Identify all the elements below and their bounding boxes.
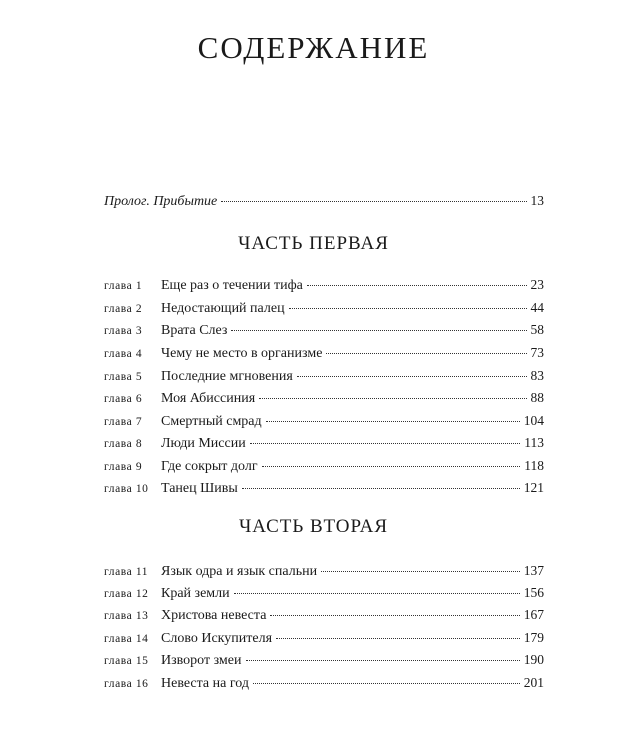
- chapter-title: Чему не место в организме: [161, 346, 323, 361]
- chapter-page-number: 113: [524, 435, 544, 450]
- chapter-page-number: 179: [523, 630, 544, 645]
- dot-leader: [242, 488, 520, 489]
- chapter-label: глава 5: [104, 371, 143, 383]
- chapter-title: Последние мгновения: [161, 369, 293, 384]
- dot-leader: [270, 615, 519, 616]
- chapter-title: Люди Миссии: [161, 436, 246, 451]
- toc-entry-chapter-9[interactable]: [104, 456, 544, 476]
- chapter-title: Моя Абиссиния: [161, 391, 256, 406]
- dot-leader: [266, 421, 520, 422]
- chapter-label: глава 10: [104, 483, 149, 495]
- dot-leader: [297, 376, 527, 377]
- dot-leader: [250, 443, 521, 444]
- prologue-page-number: 13: [530, 193, 544, 208]
- toc-entry-chapter-14[interactable]: [104, 628, 544, 648]
- dot-leader: [234, 593, 520, 594]
- toc-entry-chapter-5[interactable]: [104, 366, 544, 386]
- toc-entry-chapter-1[interactable]: [104, 275, 544, 295]
- chapter-label: глава 11: [104, 566, 149, 578]
- chapter-page-number: 201: [523, 675, 544, 690]
- chapter-title: Еще раз о течении тифа: [161, 278, 303, 293]
- chapter-title: Край земли: [161, 586, 230, 601]
- chapter-page-number: 44: [530, 300, 544, 315]
- chapter-label: глава 16: [104, 678, 149, 690]
- chapter-label: глава 3: [104, 325, 143, 337]
- chapter-page-number: 118: [524, 458, 544, 473]
- toc-entry-chapter-12[interactable]: [104, 583, 544, 603]
- dot-leader: [246, 660, 520, 661]
- page-title: СОДЕРЖАНИЕ: [197, 30, 430, 65]
- chapter-label: глава 7: [104, 416, 143, 428]
- toc-entry-chapter-10[interactable]: [104, 478, 544, 498]
- toc-entry-chapter-7[interactable]: [104, 411, 544, 431]
- dot-leader: [321, 571, 520, 572]
- chapter-page-number: 88: [530, 390, 544, 405]
- chapter-title: Невеста на год: [161, 676, 249, 691]
- chapter-title: Христова невеста: [161, 608, 267, 623]
- chapter-title: Недостающий палец: [161, 301, 285, 316]
- chapter-page-number: 58: [530, 322, 544, 337]
- dot-leader: [276, 638, 520, 639]
- chapter-label: глава 1: [104, 280, 143, 292]
- chapter-label: глава 4: [104, 348, 143, 360]
- dot-leader: [253, 683, 520, 684]
- chapter-label: глава 12: [104, 588, 149, 600]
- toc-entry-chapter-15[interactable]: [104, 650, 544, 670]
- chapter-page-number: 83: [530, 368, 544, 383]
- toc-entry-chapter-11[interactable]: [104, 561, 544, 581]
- dot-leader: [231, 330, 526, 331]
- toc-entry-chapter-2[interactable]: [104, 298, 544, 318]
- chapter-page-number: 156: [523, 585, 544, 600]
- toc-entry-chapter-6[interactable]: [104, 388, 544, 408]
- chapter-title: Слово Искупителя: [161, 631, 273, 646]
- chapter-label: глава 15: [104, 655, 149, 667]
- chapter-title: Где сокрыт долг: [161, 459, 258, 474]
- chapter-label: глава 6: [104, 393, 143, 405]
- chapter-title: Язык одра и язык спальни: [161, 564, 318, 579]
- dot-leader: [259, 398, 526, 399]
- dot-leader: [289, 308, 527, 309]
- chapter-page-number: 104: [523, 413, 544, 428]
- chapter-label: глава 14: [104, 633, 149, 645]
- dot-leader: [326, 353, 526, 354]
- chapter-label: глава 9: [104, 461, 143, 473]
- toc-entry-chapter-3[interactable]: [104, 320, 544, 340]
- chapter-title: Смертный смрад: [161, 414, 262, 429]
- chapter-title: Врата Слез: [161, 323, 228, 338]
- part-one-heading: ЧАСТЬ ПЕРВАЯ: [238, 233, 389, 254]
- chapter-page-number: 23: [530, 277, 544, 292]
- chapter-label: глава 8: [104, 438, 143, 450]
- chapter-label: глава 13: [104, 610, 149, 622]
- chapter-page-number: 167: [523, 607, 544, 622]
- chapter-title: Танец Шивы: [161, 481, 238, 496]
- chapter-title: Изворот змеи: [161, 653, 242, 668]
- toc-entry-chapter-8[interactable]: [104, 433, 544, 453]
- chapter-label: глава 2: [104, 303, 143, 315]
- dot-leader: [307, 285, 527, 286]
- chapter-page-number: 73: [530, 345, 544, 360]
- toc-entry-chapter-16[interactable]: [104, 673, 544, 693]
- dot-leader: [262, 466, 521, 467]
- chapter-page-number: 137: [523, 563, 544, 578]
- toc-entry-prologue[interactable]: [104, 191, 544, 211]
- prologue-title: Пролог. Прибытие: [104, 194, 218, 209]
- chapter-page-number: 121: [523, 480, 544, 495]
- part-two-heading: ЧАСТЬ ВТОРАЯ: [238, 516, 389, 537]
- toc-entry-chapter-13[interactable]: [104, 605, 544, 625]
- toc-entry-chapter-4[interactable]: [104, 343, 544, 363]
- dot-leader: [221, 201, 526, 202]
- chapter-page-number: 190: [523, 652, 544, 667]
